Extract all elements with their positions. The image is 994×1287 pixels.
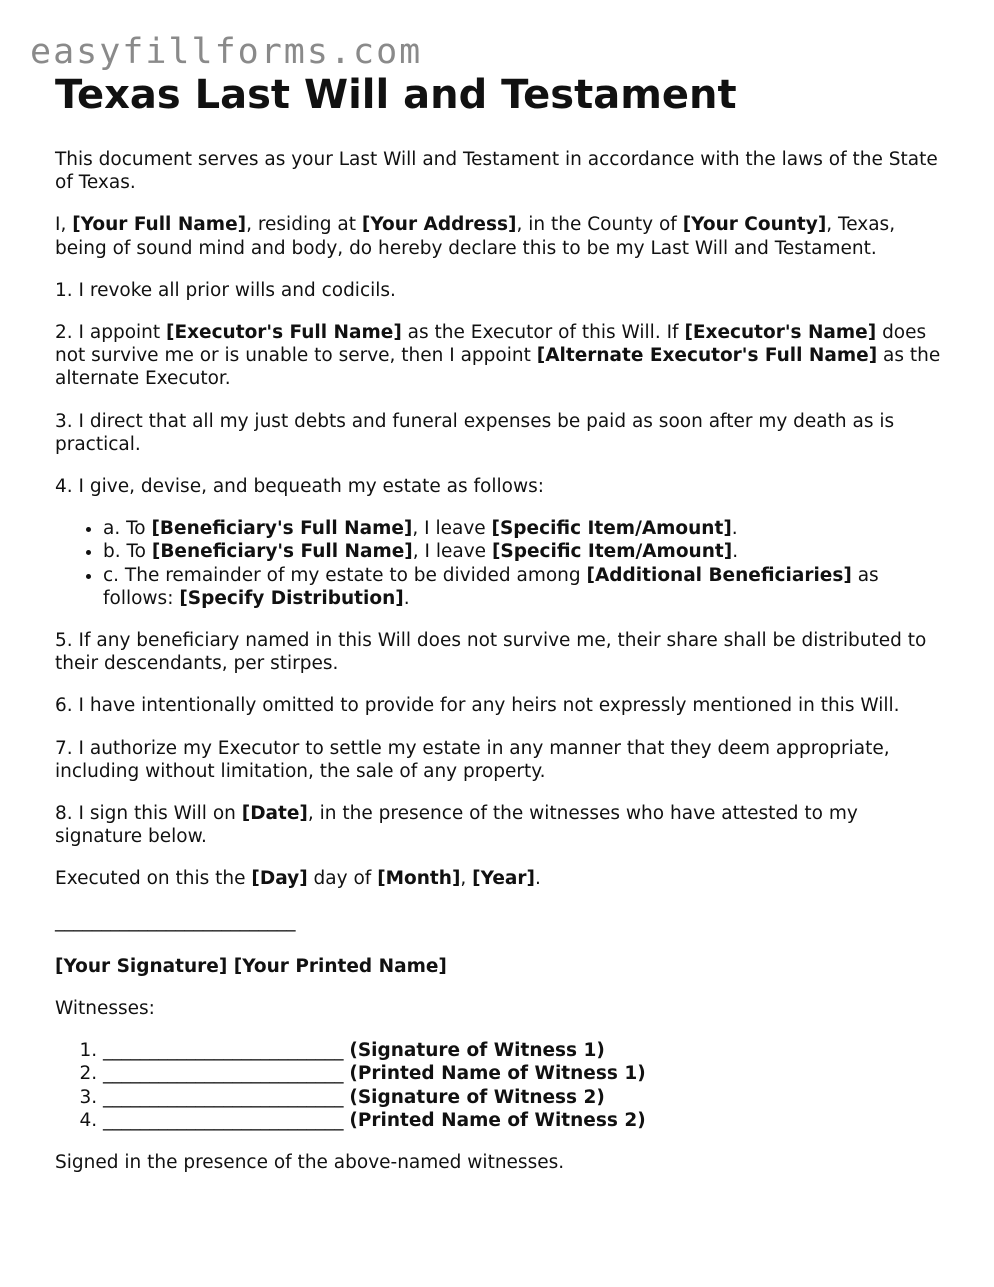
text: , Texas, being of sound mind and body, do hereby declare this to be my Last Will and Testament. bbox=[55, 214, 896, 259]
text: , I leave bbox=[412, 541, 492, 563]
document-body bbox=[55, 72, 945, 1193]
text: c. The remainder of my estate to be divided among bbox=[103, 564, 587, 586]
placeholder-year: [Year] bbox=[472, 868, 535, 890]
placeholder-beneficiary-name: [Beneficiary's Full Name] bbox=[151, 518, 413, 540]
witnesses-label: Witnesses: bbox=[55, 998, 155, 1020]
witness-signature-line[interactable]: __________________________ bbox=[103, 1109, 344, 1131]
text: . bbox=[534, 868, 541, 890]
declaration-paragraph bbox=[55, 213, 945, 259]
bequest-item-b bbox=[103, 540, 945, 563]
signature-line[interactable]: __________________________ bbox=[55, 910, 296, 932]
text: as the Executor of this Will. If bbox=[401, 322, 685, 344]
placeholder-executor-full-name: [Executor's Full Name] bbox=[166, 322, 402, 344]
text: as the alternate Executor. bbox=[55, 345, 941, 390]
witness-caption: (Printed Name of Witness 1) bbox=[349, 1063, 646, 1085]
signature-caption-text: [Your Signature] [Your Printed Name] bbox=[55, 955, 447, 977]
clause-8 bbox=[55, 802, 945, 848]
placeholder-address: [Your Address] bbox=[361, 214, 517, 236]
text: does not survive me or is unable to serve, then I appoint bbox=[55, 322, 927, 367]
text: , residing at bbox=[246, 214, 362, 236]
text: day of bbox=[307, 868, 378, 890]
placeholder-month: [Month] bbox=[377, 868, 461, 890]
bequest-list bbox=[55, 517, 945, 610]
witness-signature-line[interactable]: __________________________ bbox=[103, 1063, 344, 1085]
placeholder-beneficiary-name: [Beneficiary's Full Name] bbox=[151, 541, 413, 563]
clause-7: 7. I authorize my Executor to settle my estate in any manner that they deem appropriate, including without limitation, the sale of any property. bbox=[55, 737, 890, 782]
document-title: Texas Last Will and Testament bbox=[55, 72, 737, 118]
placeholder-day: [Day] bbox=[251, 868, 308, 890]
placeholder-additional-beneficiaries: [Additional Beneficiaries] bbox=[586, 564, 852, 586]
witness-caption: (Printed Name of Witness 2) bbox=[349, 1109, 646, 1131]
placeholder-date: [Date] bbox=[241, 803, 308, 825]
placeholder-executor-name: [Executor's Name] bbox=[684, 322, 877, 344]
text: I, bbox=[55, 214, 73, 236]
witness-signature-line[interactable]: __________________________ bbox=[103, 1040, 344, 1062]
clause-2 bbox=[55, 321, 945, 391]
text: b. To bbox=[103, 541, 152, 563]
placeholder-specific-item: [Specific Item/Amount] bbox=[491, 518, 732, 540]
bequest-item-c bbox=[103, 564, 945, 610]
signature-caption bbox=[55, 955, 945, 978]
witness-list bbox=[55, 1039, 945, 1132]
witness-caption: (Signature of Witness 1) bbox=[349, 1040, 605, 1062]
executed-line bbox=[55, 867, 945, 890]
text: 8. I sign this Will on bbox=[55, 803, 242, 825]
clause-4: 4. I give, devise, and bequeath my estate as follows: bbox=[55, 476, 544, 498]
text: , in the County of bbox=[516, 214, 683, 236]
bequest-item-a bbox=[103, 517, 945, 540]
witness-item bbox=[103, 1109, 945, 1132]
clause-5: 5. If any beneficiary named in this Will does not survive me, their share shall be distributed to their descendants, per stirpes. bbox=[55, 630, 927, 675]
placeholder-specific-item: [Specific Item/Amount] bbox=[491, 541, 733, 563]
text: . bbox=[731, 518, 738, 540]
clause-1: 1. I revoke all prior wills and codicils. bbox=[55, 279, 396, 301]
text: 2. I appoint bbox=[55, 322, 167, 344]
clause-3: 3. I direct that all my just debts and funeral expenses be paid as soon after my death as is practical. bbox=[55, 410, 895, 455]
witness-item bbox=[103, 1039, 945, 1062]
placeholder-county: [Your County] bbox=[682, 214, 827, 236]
clause-6: 6. I have intentionally omitted to provide for any heirs not expressly mentioned in this Will. bbox=[55, 695, 900, 717]
text: . bbox=[732, 541, 739, 563]
watermark: easyfillforms.com bbox=[30, 32, 423, 72]
closing-statement: Signed in the presence of the above-named witnesses. bbox=[55, 1152, 565, 1174]
witness-caption: (Signature of Witness 2) bbox=[349, 1086, 605, 1108]
intro-paragraph: This document serves as your Last Will and Testament in accordance with the laws of the State of Texas. bbox=[55, 149, 938, 194]
placeholder-specify-distribution: [Specify Distribution] bbox=[179, 587, 404, 609]
placeholder-alternate-executor: [Alternate Executor's Full Name] bbox=[536, 345, 878, 367]
witness-item bbox=[103, 1086, 945, 1109]
text: . bbox=[403, 587, 410, 609]
text: Executed on this the bbox=[55, 868, 252, 890]
text: a. To bbox=[103, 518, 152, 540]
placeholder-full-name: [Your Full Name] bbox=[72, 214, 247, 236]
text: as follows: bbox=[103, 564, 879, 609]
text: , in the presence of the witnesses who have attested to my signature below. bbox=[55, 803, 858, 848]
witness-signature-line[interactable]: __________________________ bbox=[103, 1086, 344, 1108]
witness-item bbox=[103, 1062, 945, 1085]
text: , bbox=[460, 868, 473, 890]
text: , I leave bbox=[412, 518, 492, 540]
